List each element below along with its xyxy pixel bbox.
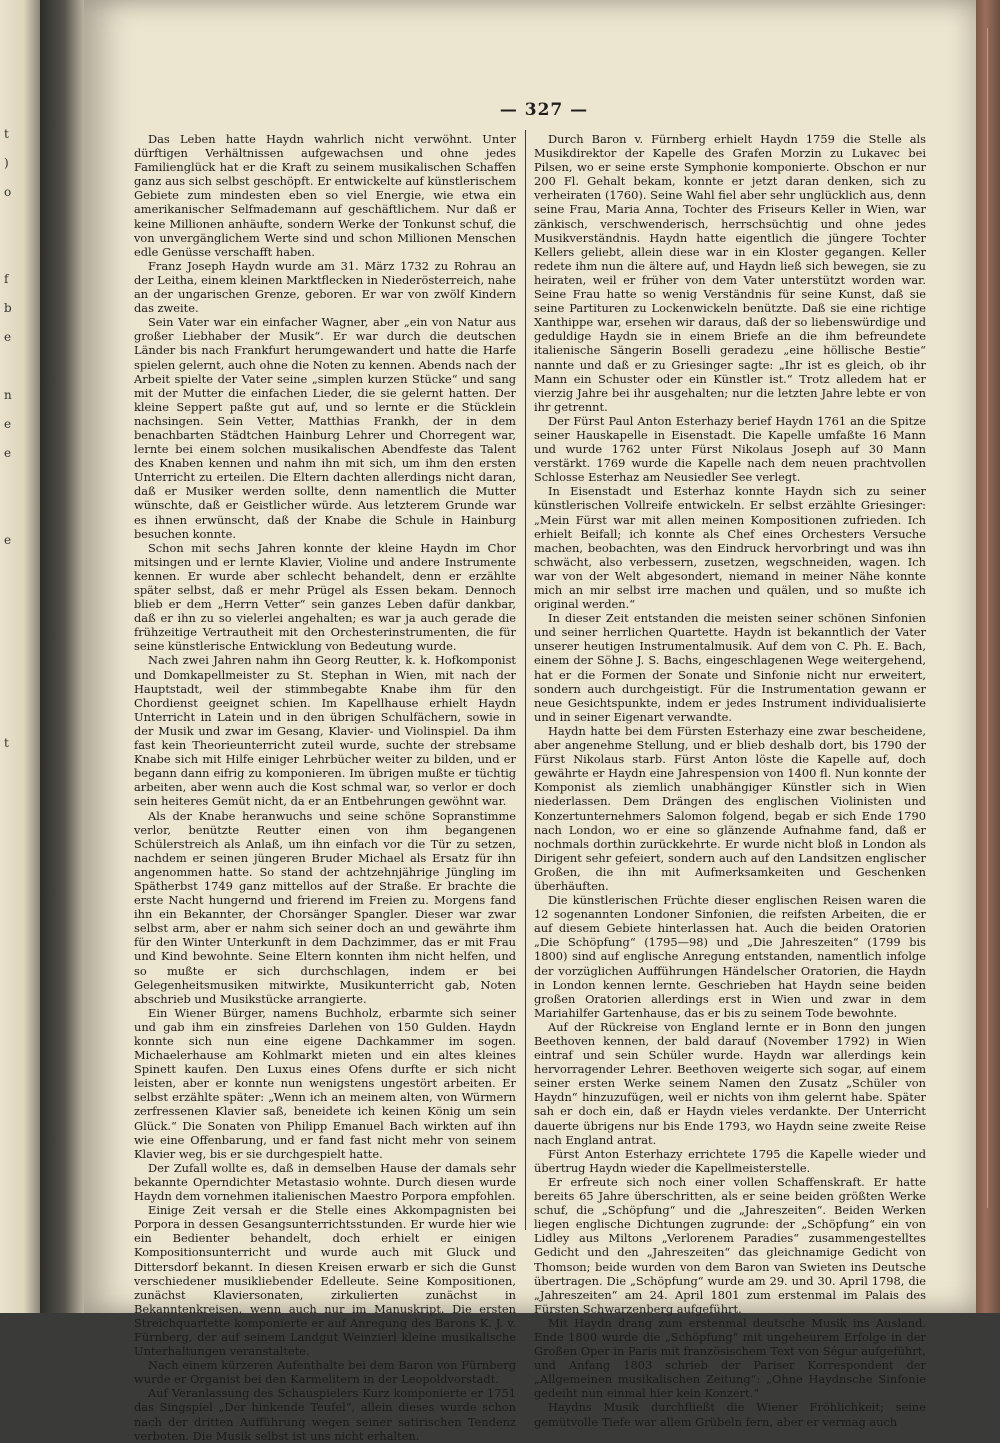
margin-char [4, 468, 34, 497]
margin-char [4, 642, 34, 671]
margin-char: e [4, 446, 12, 460]
paragraph: Haydns Musik durchfließt die Wiener Fröhlichkeit; seine gemütvolle Tiefe war allem Grübeln fern, aber er vermag auch [534, 1400, 926, 1429]
margin-char [4, 903, 34, 932]
margin-char: b [4, 301, 12, 315]
paragraph: Der Fürst Paul Anton Esterhazy berief Haydn 1761 an die Spitze seiner Hauskapelle in Eisenstadt. Die Kapelle umfaßte 16 Mann und wurde 1762 unter Fürst Nikolaus Joseph auf 30 Mann verstärkt. 1769 wurde die Kapelle nach dem neuen prachtvollen Schlosse Esterhaz am Neusiedler See verlegt. [534, 413, 926, 485]
paragraph: Mit Haydn drang zum erstenmal deutsche Musik ins Ausland. Ende 1800 wurde die „Schöpfung“ mit ungeheurem Erfolge in der Großen Oper in Paris mit französischem Text von Ségur aufgeführt, und Anfang 1803 schrieb der Pariser Korrespondent der „Allgemeinen musikalischen Zeitung“: „Ohne Haydnsche Sinfonie gedeiht nun einmal hier kein Konzert.“ [534, 1315, 926, 1401]
right-text-column [534, 132, 926, 1429]
paragraph: Schon mit sechs Jahren konnte der kleine Haydn im Chor mitsingen und er lernte Klavier, Violine und andere Instrumente kennen. Er wurde aber schlecht behandelt, denn er erzählte später selbst, daß er mehr Prügel als Essen bekam. Dennoch blieb er dem „Herrn Vetter“ sein ganzes Leben dafür dankbar, daß er ihn zu so vielerlei angehalten; es war ja auch gerade die frühzeitige Vertrautheit mit den Orchesterinstrumenten, die für seine künstlerische Entwicklung von Bedeutung wurde. [134, 540, 516, 654]
margin-char: n [4, 388, 12, 402]
margin-char [4, 613, 34, 642]
margin-char [4, 961, 34, 990]
margin-char [4, 1135, 34, 1164]
left-text-column [134, 132, 516, 1443]
margin-char: ) [4, 156, 9, 170]
margin-char [4, 1106, 34, 1135]
paragraph: In dieser Zeit entstanden die meisten seiner schönen Sinfonien und seiner herrlichen Quartette. Haydn ist bekanntlich der Vater unserer heutigen Instrumentalmusik. Auf dem von C. Ph. E. Bach, einem der Söhne J. S. Bachs, eingeschlagenen Wege weitergehend, hat er die Formen der Sonate und Sinfonie nicht nur erweitert, sondern auch durchgeistigt. Für die Instrumentation gewann er neue Gesichtspunkte, indem er jedes Instrument individualisierte und in seiner Eigenart verwandte. [534, 611, 926, 724]
paragraph: Der Zufall wollte es, daß in demselben Hause der damals sehr bekannte Operndichter Metastasio wohnte. Durch diesen wurde Haydn dem vornehmen italienischen Maestro Porpora empfohlen. [134, 1160, 516, 1204]
margin-char: f [4, 272, 9, 286]
margin-char [4, 874, 34, 903]
margin-char: e [4, 330, 12, 344]
margin-char [4, 990, 34, 1019]
margin-char [4, 555, 34, 584]
margin-char [4, 207, 34, 236]
margin-char [4, 497, 34, 526]
margin-char: t [4, 736, 9, 750]
margin-char [4, 787, 34, 816]
book-cover-edge [976, 0, 1000, 1313]
cover-edge-line [987, 28, 988, 1208]
margin-char [4, 816, 34, 845]
margin-char [4, 758, 34, 787]
margin-char [4, 236, 34, 265]
paragraph: Er erfreute sich noch einer vollen Schaffenskraft. Er hatte bereits 65 Jahre überschritten, als er seine beiden größten Werke schuf, die „Schöpfung“ und die „Jahreszeiten“. Beiden Werken liegen englische Dichtungen zugrunde: der „Schöpfung“ ein von Lidley aus Miltons „Verlorenem Paradies“ zusammengestelltes Gedicht und den „Jahreszeiten“ das gleichnamige Gedicht von Thomson; beide wurden von dem Baron van Swieten ins Deutsche übertragen. Die „Schöpfung“ wurde am 29. und 30. April 1798, die „Jahreszeiten“ am 24. April 1801 zum erstenmal im Palais des Fürsten Schwarzenberg aufgeführt. [534, 1174, 926, 1316]
margin-char [4, 845, 34, 874]
paragraph: Nach zwei Jahren nahm ihn Georg Reutter, k. k. Hofkomponist und Domkapellmeister zu St. Stephan in Wien, mit nach der Hauptstadt, weil der stimmbegabte Knabe ihm für den Chordienst geeignet schien. Im Kapellhause erhielt Haydn Unterricht in Latein und in den übrigen Schulfächern, sowie in der Musik und zwar im Gesang, Klavier- und Violinspiel. Da ihm fast kein Theorieunterricht zuteil wurde, suchte der strebsame Knabe sich mit Hilfe einiger Lehrbücher weiter zu bilden, und er begann dann eifrig zu komponieren. Im übrigen mußte er tüchtig arbeiten, aber wenn auch die Kost schmal war, so verlor er doch sein heiteres Gemüt nicht, da er an Entbehrungen gewöhnt war. [134, 653, 516, 809]
paragraph: In Eisenstadt und Esterhaz konnte Haydn sich zu seiner künstlerischen Vollreife entwickeln. Er selbst erzählte Griesinger: „Mein Fürst war mit allen meinen Kompositionen zufrieden. Ich erhielt Beifall; ich konnte als Chef eines Orchesters Versuche machen, beobachten, was den Eindruck hervorbringt und was ihn schwächt, also verbessern, zusetzen, wegschneiden, wagen. Ich war von der Welt abgesondert, niemand in meiner Nähe konnte mich an mir selbst irre machen und quälen, und so mußte ich original werden.“ [534, 484, 926, 612]
margin-char [4, 1019, 34, 1048]
paragraph: Das Leben hatte Haydn wahrlich nicht verwöhnt. Unter dürftigen Verhältnissen aufgewachsen und ohne jedes Familienglück hat er die Kraft zu seinem musikalischen Schaffen ganz aus sich selbst geschöpft. Er entwickelte auf künstlerischem Gebiete zum mindesten eben so viel Energie, wie etwa ein amerikanischer Selfmademann auf geschäftlichem. Nur daß er keine Millionen anhäufte, sondern Werke der Tonkunst schuf, die von unvergänglichem Werte sind und schon Millionen Menschen edle Genüsse verschafft haben. [134, 132, 516, 259]
book-page [84, 0, 976, 1443]
paragraph: Durch Baron v. Fürnberg erhielt Haydn 1759 die Stelle als Musikdirektor der Kapelle des Grafen Morzin zu Lukavec bei Pilsen, wo er seine erste Symphonie komponierte. Obschon er nur 200 Fl. Gehalt bekam, konnte er jetzt daran denken, sich zu verheiraten (1760). Seine Wahl fiel aber sehr unglücklich aus, denn seine Frau, Maria Anna, Tochter des Friseurs Keller in Wien, war zänkisch, verschwenderisch, herrschsüchtig und ohne jedes Musikverständnis. Haydn hatte eigentlich die jüngere Tochter Kellers geliebt, allein diese war in ein Kloster gegangen. Keller redete ihm nun die ältere auf, und Haydn ließ sich bewegen, sie zu heiraten, weil er früher von dem Vater unterstützt worden war. Seine Frau hatte so wenig Verständnis für seine Kunst, daß sie seine Partituren zu Lockenwickeln benützte. Daß sie eine richtige Xanthippe war, ersehen wir daraus, daß der so liebenswürdige und geduldige Haydn sie in einem Briefe an die ihm befreundete italienische Sängerin Boselli geradezu „eine höllische Bestie“ nannte und daß er zu Griesinger sagte: „Ihr ist es gleich, ob ihr Mann ein Schuster oder ein Künstler ist.“ Trotz alledem hat er vierzig Jahre bei ihr ausgehalten; nur die letzten Jahre lebte er von ihr getrennt. [534, 132, 926, 414]
paragraph: Auf der Rückreise von England lernte er in Bonn den jungen Beethoven kennen, der bald darauf (November 1792) in Wien eintraf und sein Schüler wurde. Haydn war allerdings kein hervorragender Lehrer. Beethoven weigerte sich sogar, auf einem seiner ersten Werke seinem Namen den Zusatz „Schüler von Haydn“ hinzuzufügen, weil er nichts von ihm gelernt habe. Später sah er doch ein, daß er Haydn vieles verdankte. Der Unterricht dauerte übrigens nur bis Ende 1793, wo Haydn seine zweite Reise nach England antrat. [534, 1019, 926, 1147]
margin-char [4, 700, 34, 729]
paragraph: Franz Joseph Haydn wurde am 31. März 1732 zu Rohrau an der Leitha, einem kleinen Marktflecken in Niederösterreich, nahe an der ungarischen Grenze, geboren. Er war von zwölf Kindern das zweite. [134, 258, 516, 316]
margin-char [4, 1048, 34, 1077]
margin-char [4, 671, 34, 700]
paragraph: Fürst Anton Esterhazy errichtete 1795 die Kapelle wieder und übertrug Haydn wieder die Kapellmeisterstelle. [534, 1146, 926, 1175]
paragraph: Haydn hatte bei dem Fürsten Esterhazy eine zwar bescheidene, aber angenehme Stellung, und er blieb deshalb dort, bis 1790 der Fürst Nikolaus starb. Fürst Anton löste die Kapelle auf, doch gewährte er Haydn eine Jahrespension von 1400 fl. Nun konnte der Komponist als ziemlich unabhängiger Künstler sich in Wien niederlassen. Dem Drängen des englischen Violinisten und Konzertunternehmers Salomon folgend, begab er sich Ende 1790 nach London, wo er eine so glänzende Aufnahme fand, daß er nochmals dorthin zurückkehrte. Er wurde nicht bloß in London als Dirigent sehr gefeiert, sondern auch auf den Landsitzen englischer Großen, die ihn mit Aufmerksamkeiten und Geschenken überhäuften. [534, 723, 926, 893]
paragraph: Nach einem kürzeren Aufenthalte bei dem Baron von Fürnberg wurde er Organist bei den Karmelitern in der Leopoldvorstadt. [134, 1358, 516, 1387]
margin-char: e [4, 533, 12, 547]
margin-char [4, 1164, 34, 1193]
column-divider [525, 130, 526, 1230]
margin-char [4, 584, 34, 613]
paragraph: Auf Veranlassung des Schauspielers Kurz komponierte er 1751 das Singspiel „Der hinkende Teufel“, allein dieses wurde schon nach der dritten Aufführung wegen seiner satirischen Tendenz verboten. Die Musik selbst ist uns nicht erhalten. [134, 1386, 516, 1443]
margin-char: e [4, 417, 12, 431]
margin-char: t [4, 127, 9, 141]
paragraph: Ein Wiener Bürger, namens Buchholz, erbarmte sich seiner und gab ihm ein zinsfreies Darlehen von 150 Gulden. Haydn konnte sich nun eine eigene Dachkammer im sogen. Michaelerhause am Kohlmarkt mieten und ein altes kleines Spinett kaufen. Den Luxus eines Ofens durfte er sich nicht leisten, aber er konnte nun wenigstens ungestört arbeiten. Er selbst erzählte später: „Wenn ich an meinem alten, von Würmern zerfressenen Klavier saß, beneidete ich keinen König um sein Glück.“ Die Sonaten von Philipp Emanuel Bach wirkten auf ihn wie eine Offenbarung, und er fand fast nicht mehr von seinem Klavier weg, bis er sie durchgespielt hatte. [134, 1005, 516, 1161]
page-number: — 327 — [499, 100, 589, 120]
paragraph: Einige Zeit versah er die Stelle eines Akkompagnisten bei Porpora in dessen Gesangsunterrichtsstunden. Er wurde hier wie ein Bedienter behandelt, doch erhielt er einigen Kompositionsunterricht und wurde auch mit Gluck und Dittersdorf bekannt. In diesen Kreisen erwarb er sich die Gunst verschiedener musikliebender Edelleute. Seine Kompositionen, zunächst Klaviersonaten, zirkulierten zunächst in Bekanntenkreisen, wenn auch nur im Manuskript. Die ersten Streichquartette komponierte er auf Anregung des Barons K. J. v. Fürnberg, der auf seinem Landgut Weinzierl kleine musikalische Unterhaltungen veranstaltete. [134, 1203, 516, 1359]
previous-page-edge [0, 0, 40, 1313]
margin-char [4, 932, 34, 961]
paragraph: Als der Knabe heranwuchs und seine schöne Sopranstimme verlor, benützte Reutter einen von ihm begangenen Schülerstreich als Anlaß, um ihn einfach vor die Tür zu setzen, nachdem er seinen jüngeren Bruder Michael als Ersatz für ihn angenommen hatte. So stand der achtzehnjährige Jüngling im Spätherbst 1749 ganz mittellos auf der Straße. Er brachte die erste Nacht hungernd und frierend im Freien zu. Morgens fand ihn ein Bekannter, der Chorsänger Spangler. Dieser war zwar selbst arm, aber er nahm sich seiner doch an und gewährte ihm für den Winter Unterkunft in dem Dachzimmer, das er mit Frau und Kind bewohnte. Seine Eltern konnten ihm nicht helfen, und so mußte er sich durchschlagen, indem er bei Gelegenheitsmusiken mitwirkte, Musikunterricht gab, Noten abschrieb und Musikstücke arrangierte. [134, 808, 516, 1006]
margin-char [4, 1077, 34, 1106]
margin-char [4, 352, 34, 381]
book-spine [40, 0, 84, 1313]
previous-page-margin [4, 120, 34, 1193]
paragraph: Sein Vater war ein einfacher Wagner, aber „ein von Natur aus großer Liebhaber der Musik“. Er war durch die deutschen Länder bis nach Frankfurt herumgewandert und hatte die Harfe spielen gelernt, auch ohne die Noten zu kennen. Abends nach der Arbeit spielte der Vater seine „simplen kurzen Stücke“ und sang mit der Mutter die einfachen Lieder, die sie gelernt hatten. Der kleine Seppert paßte gut auf, und so lernte er die Stücklein nachsingen. Sein Vetter, Matthias Frankh, der in dem benachbarten Städtchen Hainburg Lehrer und Chorregent war, lernte bei einem solchen musikalischen Abendfeste das Talent des Knaben kennen und nahm ihn mit sich, um ihm den ersten Unterricht zu erteilen. Die Eltern dachten allerdings nicht daran, daß er Musiker werden sollte, denn namentlich die Mutter wünschte, daß er Geistlicher würde. Aus letzterem Grunde war es ihnen erwünscht, daß der Knabe die Schule in Hainburg besuchen konnte. [134, 315, 516, 541]
paragraph: Die künstlerischen Früchte dieser englischen Reisen waren die 12 sogenannten Londoner Sinfonien, die reifsten Arbeiten, die er auf diesem Gebiete hinterlassen hat. Auch die beiden Oratorien „Die Schöpfung“ (1795—98) und „Die Jahreszeiten“ (1799 bis 1800) sind auf englische Anregung entstanden, namentlich infolge der vorzüglichen Aufführungen Händelscher Oratorien, die Haydn in London kennen lernte. Geschrieben hat Haydn seine beiden großen Oratorien allerdings erst in Wien und zwar in dem Mariahilfer Gartenhause, das er bis zu seinem Tode bewohnte. [534, 893, 926, 1020]
margin-char: o [4, 185, 12, 199]
